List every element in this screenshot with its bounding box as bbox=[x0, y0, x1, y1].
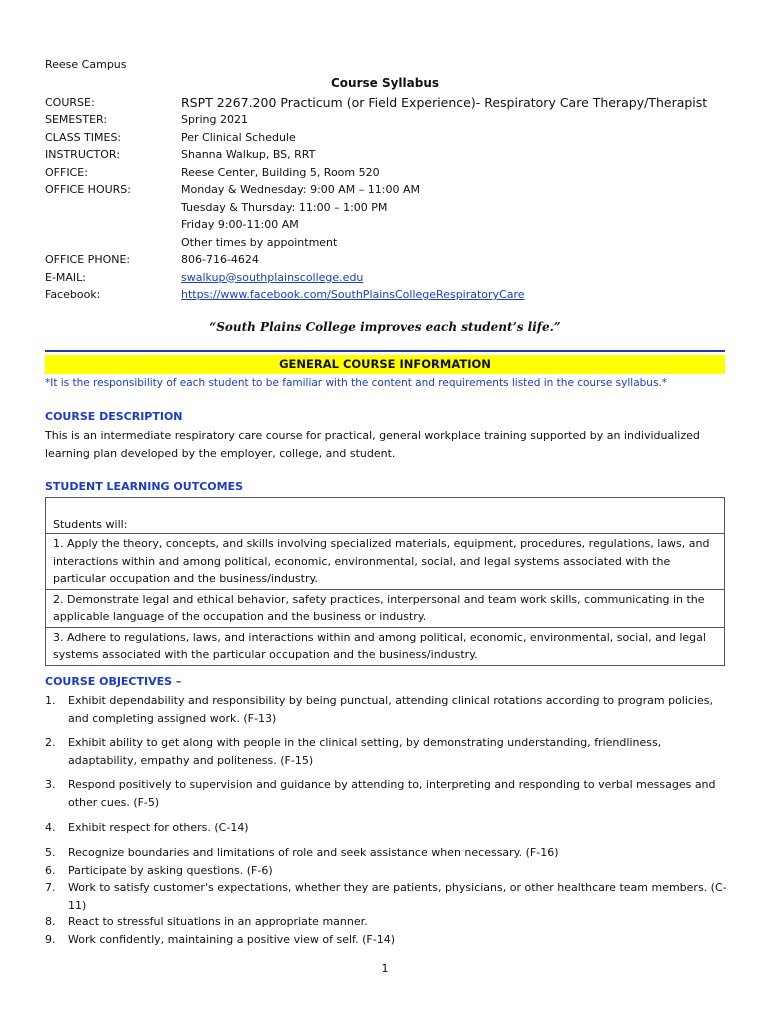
outcomes-intro: Students will: bbox=[53, 518, 128, 531]
objective-text: Respond positively to supervision and guidance by attending to, interpreting and responding to verbal messages and other cues. (F-5) bbox=[68, 778, 716, 809]
learning-outcomes-heading: STUDENT LEARNING OUTCOMES bbox=[45, 480, 244, 493]
info-label: SEMESTER: bbox=[45, 113, 108, 126]
objective-text: Exhibit respect for others. (C-14) bbox=[68, 821, 249, 834]
email-link[interactable]: swalkup@southplainscollege.edu bbox=[181, 270, 364, 284]
info-label: E-MAIL: bbox=[45, 270, 87, 284]
objective-text: React to stressful situations in an appropriate manner. bbox=[68, 915, 368, 928]
info-value: Other times by appointment bbox=[181, 235, 338, 249]
info-value: Per Clinical Schedule bbox=[181, 130, 296, 144]
objective-number: 1. bbox=[45, 694, 56, 707]
objective-text: Recognize boundaries and limitations of role and seek assistance when necessary. (F-16) bbox=[68, 846, 559, 859]
objective-text: Work to satisfy customer's expectations, whether they are patients, physicians, or other healthcare team members. (C-11) bbox=[68, 881, 727, 912]
objective-number: 8. bbox=[45, 915, 56, 928]
outcome-item: 2. Demonstrate legal and ethical behavior, safety practices, interpersonal and team work skills, communicating in the applicable language of the occupation and the business or industry. bbox=[46, 589, 724, 627]
objective-text: Work confidently, maintaining a positive view of self. (F-14) bbox=[68, 932, 395, 946]
objective-number: 4. bbox=[45, 821, 56, 834]
general-info-banner: GENERAL COURSE INFORMATION bbox=[45, 355, 725, 374]
objective-text: Exhibit dependability and responsibility by being punctual, attending clinical rotations according to program policies, and completing assigned work. (F-13) bbox=[68, 694, 713, 725]
learning-outcomes-table bbox=[45, 497, 725, 666]
objective-number: 9. bbox=[45, 932, 56, 946]
course-objectives-heading: COURSE OBJECTIVES – bbox=[45, 675, 182, 688]
info-value: Shanna Walkup, BS, RRT bbox=[181, 148, 316, 161]
info-value: Reese Center, Building 5, Room 520 bbox=[181, 165, 380, 179]
objective-number: 2. bbox=[45, 736, 56, 749]
objective-text: Exhibit ability to get along with people in the clinical setting, by demonstrating understanding, friendliness, adaptability, empathy and politeness. (F-15) bbox=[68, 736, 662, 767]
course-description-heading: COURSE DESCRIPTION bbox=[45, 410, 183, 423]
objective-text: Participate by asking questions. (F-6) bbox=[68, 863, 273, 877]
info-value: RSPT 2267.200 Practicum (or Field Experience)- Respiratory Care Therapy/Therapist bbox=[181, 95, 708, 110]
info-value: 806-716-4624 bbox=[181, 253, 259, 266]
objective-number: 7. bbox=[45, 881, 56, 894]
info-value: Tuesday & Thursday: 11:00 – 1:00 PM bbox=[181, 200, 388, 214]
info-label: COURSE: bbox=[45, 96, 95, 109]
outcome-item: 1. Apply the theory, concepts, and skills involving specialized materials, equipment, procedures, regulations, laws, and interactions within and among political, economic, environmental, social, and legal systems associated with the particular occupation and the business/industry. bbox=[46, 533, 724, 589]
info-value: Monday & Wednesday: 9:00 AM – 11:00 AM bbox=[181, 183, 421, 196]
facebook-link[interactable]: https://www.facebook.com/SouthPlainsCollegeRespiratoryCare bbox=[181, 288, 525, 301]
outcomes-intro-cell bbox=[46, 498, 724, 533]
campus-label: Reese Campus bbox=[45, 58, 127, 71]
section-divider bbox=[45, 350, 725, 352]
objective-number: 3. bbox=[45, 778, 56, 791]
info-value: Spring 2021 bbox=[181, 113, 248, 126]
course-description-text: This is an intermediate respiratory care course for practical, general workplace training supported by an individualized learning plan developed by the employer, college, and student. bbox=[45, 429, 700, 460]
info-label: OFFICE HOURS: bbox=[45, 183, 131, 196]
objective-number: 5. bbox=[45, 846, 56, 859]
info-label: INSTRUCTOR: bbox=[45, 148, 120, 161]
info-label: Facebook: bbox=[45, 288, 101, 301]
objective-number: 6. bbox=[45, 863, 56, 877]
college-motto: “South Plains College improves each student’s life.” bbox=[209, 320, 561, 334]
info-label: OFFICE PHONE: bbox=[45, 253, 131, 266]
responsibility-notice: *It is the responsibility of each student to be familiar with the content and requirements listed in the course syllabus.* bbox=[45, 377, 668, 389]
outcome-item: 3. Adhere to regulations, laws, and interactions within and among political, economic, environmental, social, and legal systems associated with the particular occupation and the business/industry. bbox=[46, 627, 724, 665]
info-label: OFFICE: bbox=[45, 165, 88, 179]
page-number: 1 bbox=[381, 962, 389, 975]
page-title: Course Syllabus bbox=[330, 76, 440, 90]
info-value: Friday 9:00-11:00 AM bbox=[181, 218, 299, 231]
info-label: CLASS TIMES: bbox=[45, 130, 122, 144]
